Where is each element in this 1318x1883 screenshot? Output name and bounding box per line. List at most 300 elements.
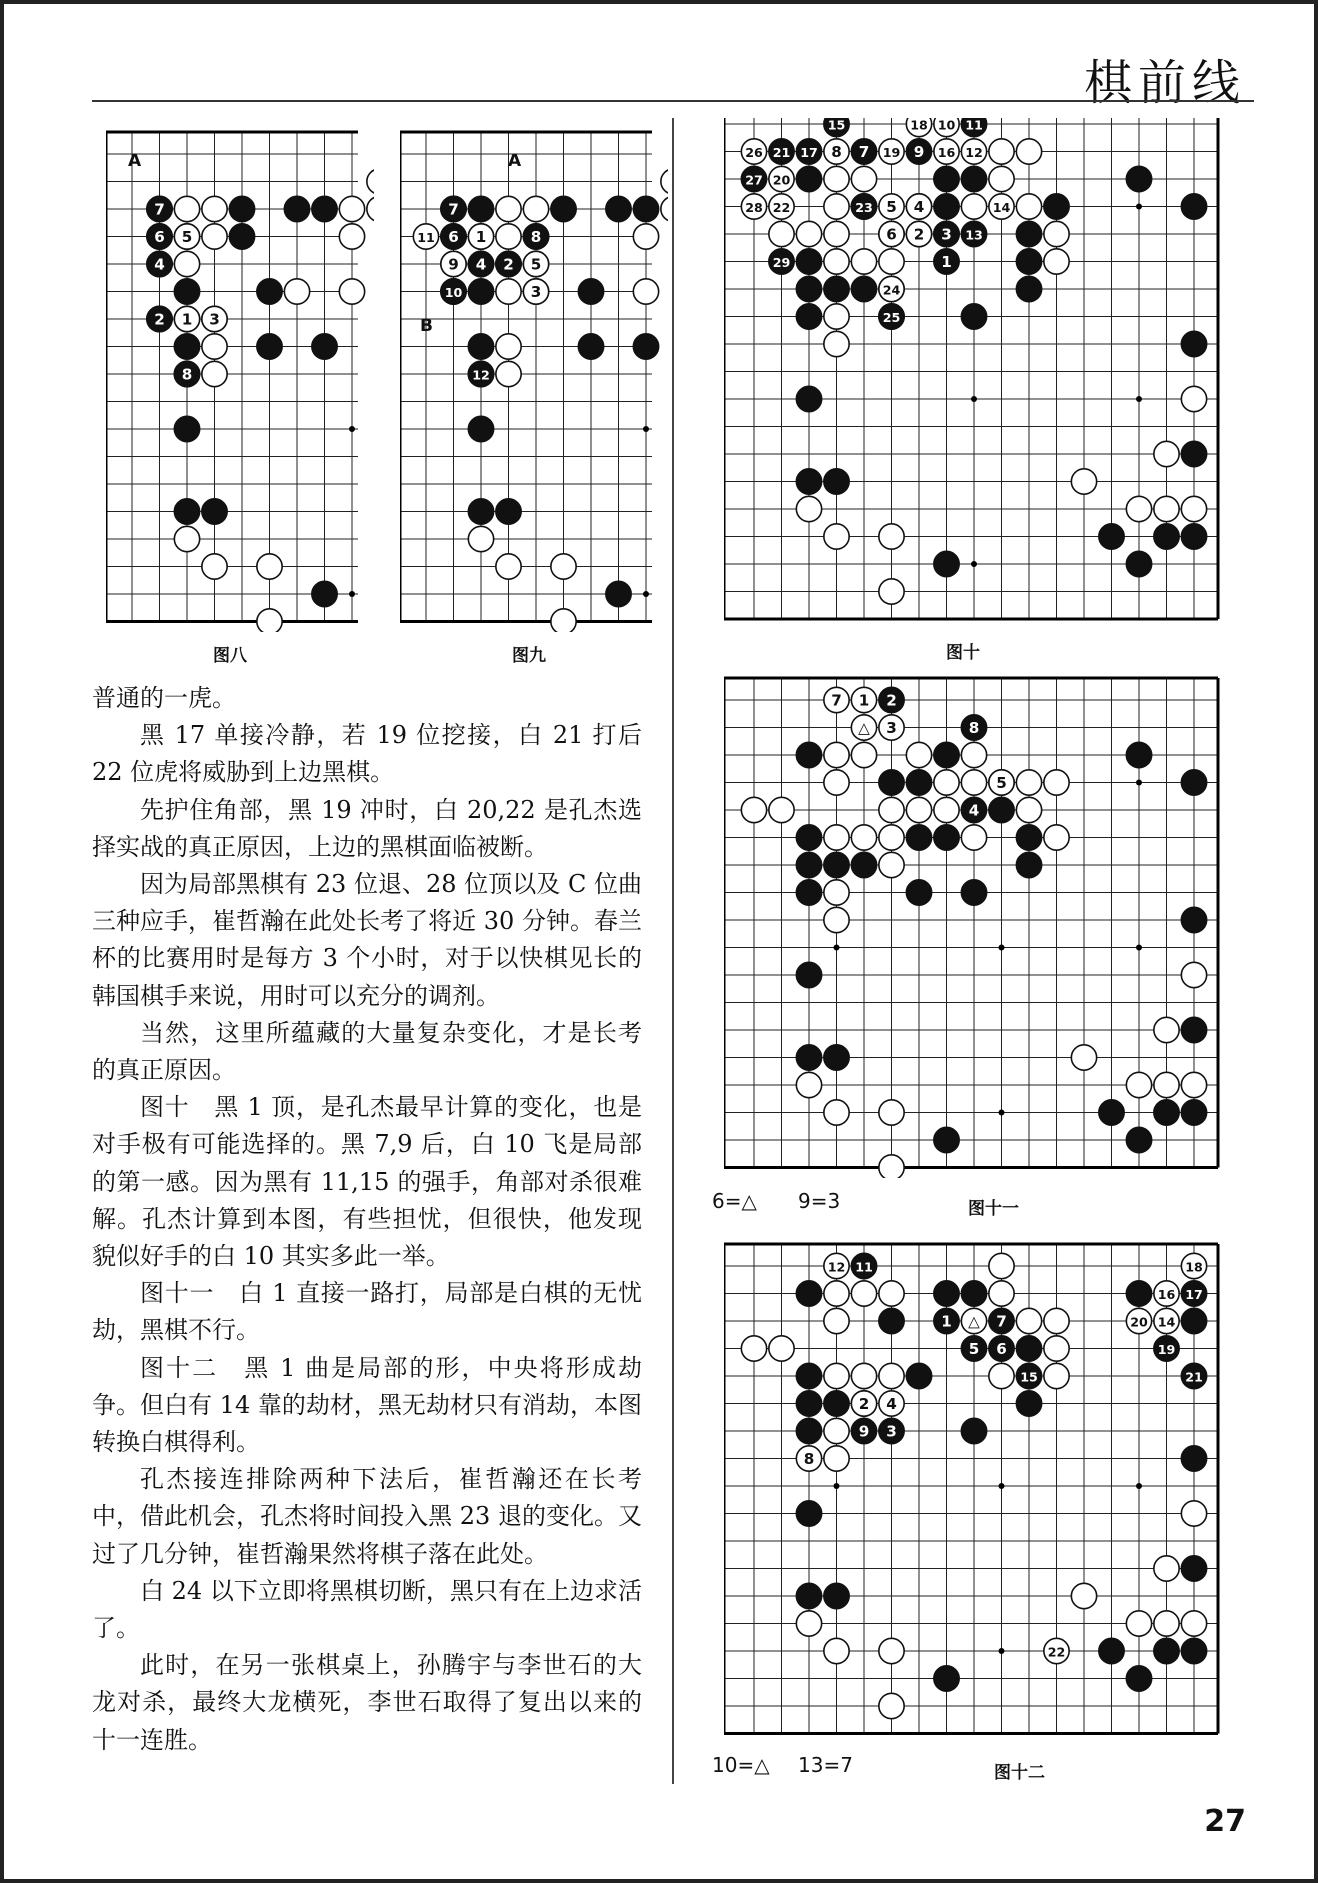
black-stone (1181, 907, 1206, 932)
fig8-caption: 图八 (213, 646, 247, 666)
white-stone (257, 554, 282, 579)
fig11-caption: 图十一 (968, 1199, 1019, 1219)
fig10-caption: 图十 (946, 643, 980, 663)
black-stone (824, 469, 849, 494)
black-stone (578, 334, 603, 359)
move-number: 4 (913, 197, 925, 216)
white-stone (339, 279, 364, 304)
fig11-note-left: 6=△ (712, 1189, 757, 1213)
black-stone (1016, 1336, 1041, 1361)
white-stone (1044, 221, 1069, 246)
black-stone (1099, 1638, 1124, 1663)
black-stone (796, 386, 821, 411)
black-stone (312, 334, 337, 359)
move-number: 8 (831, 142, 842, 161)
black-stone (796, 880, 821, 905)
white-stone (879, 1638, 904, 1663)
white-stone (1071, 1583, 1096, 1608)
black-stone (906, 825, 931, 850)
black-stone (174, 279, 199, 304)
black-stone (174, 416, 199, 441)
fig9-caption: 图九 (512, 646, 546, 666)
black-stone (1126, 166, 1151, 191)
white-stone (1071, 469, 1096, 494)
white-stone (1044, 825, 1069, 850)
black-stone (468, 279, 493, 304)
white-stone (174, 251, 199, 276)
move-number: 1 (475, 227, 487, 246)
black-stone (934, 825, 959, 850)
white-stone (741, 1336, 766, 1361)
white-stone (1071, 1045, 1096, 1070)
fig11-board (724, 676, 1226, 1178)
page-header-title: 棋前线 (1083, 55, 1246, 111)
black-stone (1016, 825, 1041, 850)
white-stone (468, 526, 493, 551)
white-stone (202, 196, 227, 221)
black-stone (1016, 249, 1041, 274)
white-stone (1181, 496, 1206, 521)
star-point (349, 591, 355, 597)
white-stone (851, 1363, 876, 1388)
white-stone (879, 852, 904, 877)
move-number: 2 (913, 225, 925, 244)
black-stone (633, 334, 658, 359)
black-stone (796, 1363, 821, 1388)
move-number: 1 (181, 310, 193, 329)
white-stone (1126, 496, 1151, 521)
move-number: 12 (472, 367, 490, 383)
star-point (971, 396, 977, 402)
black-stone (606, 196, 631, 221)
move-number: 1 (941, 252, 952, 271)
white-stone (367, 169, 374, 194)
black-stone (284, 196, 309, 221)
move-number: 5 (530, 255, 542, 274)
board-label: B (420, 316, 433, 336)
move-number: 17 (1185, 1286, 1203, 1302)
black-stone (961, 304, 986, 329)
white-stone (769, 1336, 794, 1361)
white-stone (796, 1072, 821, 1097)
white-stone (174, 196, 199, 221)
white-stone (824, 742, 849, 767)
white-stone (769, 797, 794, 822)
black-stone (1181, 1638, 1206, 1663)
black-stone (229, 196, 254, 221)
move-number: 6 (154, 227, 165, 246)
move-number: 3 (886, 718, 897, 737)
white-stone (1016, 797, 1041, 822)
move-number: 19 (882, 144, 901, 160)
move-number: 6 (448, 227, 459, 246)
fig9-board (400, 130, 668, 632)
move-number: 20 (1130, 1314, 1148, 1330)
white-stone (879, 825, 904, 850)
black-stone (934, 1281, 959, 1306)
white-stone (1044, 1336, 1069, 1361)
white-stone (1154, 496, 1179, 521)
paragraph: 黑 17 单接冷静，若 19 位挖接，白 21 打后 22 位虎将威胁到上边黑棋。 (92, 721, 642, 787)
white-stone (202, 224, 227, 249)
white-stone (1181, 1072, 1206, 1097)
star-point (834, 945, 840, 951)
white-stone (202, 334, 227, 359)
paragraph: 当然，这里所蕴藏的大量复杂变化，才是长考的真正原因。 (92, 1018, 642, 1085)
move-number: 11 (417, 229, 435, 245)
black-stone (796, 469, 821, 494)
white-stone (961, 825, 986, 850)
white-stone (1154, 1017, 1179, 1042)
black-stone (879, 770, 904, 795)
white-stone (824, 194, 849, 219)
black-stone (1099, 1100, 1124, 1125)
move-number: △ (968, 1312, 980, 1331)
star-point (999, 1483, 1005, 1489)
white-stone (257, 609, 282, 632)
black-stone (851, 276, 876, 301)
white-stone (339, 196, 364, 221)
move-number: 7 (448, 200, 459, 219)
white-stone (989, 1281, 1014, 1306)
white-stone (824, 1363, 849, 1388)
white-stone (1016, 139, 1041, 164)
paragraph: 孔杰接连排除两种下法后，崔哲瀚还在长考中，借此机会，孔杰将时间投入黑 23 退的变化。又过了几分钟，崔哲瀚果然将棋子落在此处。 (92, 1465, 642, 1568)
move-number: 4 (154, 255, 165, 274)
move-number: 2 (886, 691, 897, 710)
white-stone (879, 524, 904, 549)
black-stone (796, 166, 821, 191)
black-stone (1126, 1281, 1151, 1306)
black-stone (1181, 194, 1206, 219)
white-stone (1154, 1072, 1179, 1097)
white-stone (551, 554, 576, 579)
black-stone (1181, 1308, 1206, 1333)
move-number: 8 (530, 227, 542, 246)
move-number: 6 (996, 1339, 1007, 1358)
move-number: 18 (1185, 1259, 1203, 1275)
board-label: A (508, 151, 522, 171)
white-stone (1181, 962, 1206, 987)
paragraph: 图十 黑 1 顶，是孔杰最早计算的变化，也是对手极有可能选择的。黑 7,9 后，白 10 飞是局部的第一感。因为黑有 11,15 的强手，角部对杀很难解。孔杰计算到本图，有些担忧，但很快，他发现貌似好手的白 10 其实多此一举。 (92, 1093, 642, 1271)
white-stone (851, 825, 876, 850)
move-number: 3 (941, 225, 952, 244)
white-stone (367, 196, 374, 221)
black-stone (1181, 524, 1206, 549)
paragraph: 白 24 以下立即将黑棋切断，黑只有在上边求活了。 (92, 1576, 642, 1643)
white-stone (1181, 1501, 1206, 1526)
move-number: 9 (858, 1422, 870, 1441)
black-stone (1126, 551, 1151, 576)
white-stone (1154, 1556, 1179, 1581)
white-stone (824, 1418, 849, 1443)
move-number: 12 (965, 144, 983, 160)
white-stone (824, 1446, 849, 1471)
black-stone (468, 416, 493, 441)
black-stone (961, 166, 986, 191)
black-stone (906, 880, 931, 905)
black-stone (257, 334, 282, 359)
white-stone (496, 554, 521, 579)
black-stone (961, 1418, 986, 1443)
star-point (349, 426, 355, 432)
black-stone (1016, 1391, 1041, 1416)
star-point (1136, 396, 1142, 402)
move-number: 2 (154, 310, 165, 329)
black-stone (1154, 524, 1179, 549)
black-stone (1181, 331, 1206, 356)
move-number: 26 (745, 144, 763, 160)
move-number: 3 (209, 310, 220, 329)
black-stone (796, 304, 821, 329)
move-number: 14 (992, 199, 1011, 215)
black-stone (934, 1666, 959, 1691)
white-stone (879, 1363, 904, 1388)
white-stone (824, 1308, 849, 1333)
black-stone (934, 1127, 959, 1152)
white-stone (1154, 441, 1179, 466)
black-stone (851, 852, 876, 877)
black-stone (1044, 194, 1069, 219)
white-stone (879, 1281, 904, 1306)
move-number: 23 (855, 199, 873, 215)
move-number: 25 (882, 309, 901, 325)
black-stone (796, 962, 821, 987)
white-stone (496, 196, 521, 221)
white-stone (879, 797, 904, 822)
black-stone (934, 166, 959, 191)
white-stone (989, 1363, 1014, 1388)
white-stone (633, 279, 658, 304)
white-stone (496, 361, 521, 386)
star-point (971, 561, 977, 567)
move-number: 9 (913, 142, 925, 161)
white-stone (934, 770, 959, 795)
white-stone (796, 496, 821, 521)
move-number: 1 (858, 691, 870, 710)
black-stone (1154, 1100, 1179, 1125)
black-stone (1126, 1666, 1151, 1691)
white-stone (851, 166, 876, 191)
white-stone (824, 770, 849, 795)
white-stone (1126, 1611, 1151, 1636)
move-number: 4 (886, 1394, 897, 1413)
black-stone (174, 334, 199, 359)
white-stone (523, 196, 548, 221)
black-stone (1181, 1446, 1206, 1471)
move-number: 2 (503, 255, 514, 274)
move-number: 10 (937, 118, 956, 133)
white-stone (1044, 1308, 1069, 1333)
black-stone (468, 499, 493, 524)
black-stone (578, 279, 603, 304)
black-stone (257, 279, 282, 304)
white-stone (824, 524, 849, 549)
black-stone (229, 224, 254, 249)
white-stone (961, 194, 986, 219)
white-stone (796, 1611, 821, 1636)
black-stone (1016, 276, 1041, 301)
white-stone (879, 249, 904, 274)
black-stone (496, 499, 521, 524)
white-stone (851, 742, 876, 767)
move-number: 11 (855, 1259, 873, 1275)
move-number: 7 (831, 691, 842, 710)
white-stone (284, 279, 309, 304)
move-number: 21 (1185, 1369, 1203, 1385)
move-number: 7 (858, 142, 870, 161)
black-stone (202, 499, 227, 524)
black-stone (468, 334, 493, 359)
white-stone (1181, 1611, 1206, 1636)
move-number: 4 (475, 255, 487, 274)
move-number: 13 (965, 227, 983, 243)
white-stone (1016, 194, 1041, 219)
white-stone (1044, 1363, 1069, 1388)
fig11-note-right: 9=3 (798, 1189, 841, 1213)
move-number: 3 (886, 1422, 897, 1441)
black-stone (1016, 852, 1041, 877)
black-stone (796, 1583, 821, 1608)
move-number: 11 (965, 118, 983, 133)
move-number: 8 (181, 365, 193, 384)
move-number: 22 (772, 199, 791, 215)
move-number: 12 (827, 1259, 846, 1275)
black-stone (1181, 1556, 1206, 1581)
white-stone (796, 221, 821, 246)
column-divider (672, 118, 674, 1784)
black-stone (1154, 1638, 1179, 1663)
black-stone (796, 825, 821, 850)
star-point (1136, 780, 1142, 786)
white-stone (879, 579, 904, 604)
black-stone (796, 1418, 821, 1443)
paragraph: 普通的一虎。 (92, 684, 236, 712)
star-point (1136, 945, 1142, 951)
move-number: 17 (800, 144, 818, 160)
white-stone (339, 224, 364, 249)
white-stone (1154, 1611, 1179, 1636)
white-stone (824, 825, 849, 850)
white-stone (496, 224, 521, 249)
move-number: 5 (968, 1339, 980, 1358)
star-point (643, 426, 649, 432)
white-stone (1181, 386, 1206, 411)
move-number: 24 (882, 282, 901, 298)
white-stone (934, 797, 959, 822)
white-stone (202, 554, 227, 579)
fig12-board (724, 1242, 1226, 1738)
black-stone (468, 196, 493, 221)
white-stone (906, 797, 931, 822)
black-stone (796, 249, 821, 274)
move-number: 6 (886, 225, 897, 244)
move-number: 1 (941, 1312, 952, 1331)
white-stone (824, 304, 849, 329)
star-point (999, 1648, 1005, 1654)
move-number: 5 (996, 773, 1007, 792)
paragraph: 先护住角部，黑 19 冲时，白 20,22 是孔杰选择实战的真正原因，上边的黑棋面临被断。 (92, 795, 642, 861)
white-stone (1016, 770, 1041, 795)
black-stone (1181, 1100, 1206, 1125)
black-stone (796, 852, 821, 877)
black-stone (796, 276, 821, 301)
black-stone (906, 770, 931, 795)
fig12-note-left: 10=△ (712, 1753, 770, 1777)
move-number: 9 (448, 255, 459, 274)
black-stone (934, 194, 959, 219)
black-stone (796, 1501, 821, 1526)
white-stone (1126, 1072, 1151, 1097)
white-stone (824, 880, 849, 905)
black-stone (961, 1281, 986, 1306)
white-stone (851, 1281, 876, 1306)
white-stone (989, 139, 1014, 164)
black-stone (312, 196, 337, 221)
white-stone (824, 1638, 849, 1663)
paragraph: 图十一 白 1 直接一路打，局部是白棋的无忧劫，黑棋不行。 (92, 1279, 642, 1345)
star-point (643, 591, 649, 597)
black-stone (934, 551, 959, 576)
white-stone (961, 770, 986, 795)
black-stone (824, 1045, 849, 1070)
move-number: 19 (1157, 1341, 1176, 1357)
white-stone (989, 1253, 1014, 1278)
paragraph: 此时，在另一张棋桌上，孙腾宇与李世石的大龙对杀，最终大龙横死，李世石取得了复出以来的十一连胜。 (92, 1651, 642, 1754)
move-number: 27 (745, 172, 763, 188)
white-stone (824, 1281, 849, 1306)
black-stone (796, 1045, 821, 1070)
black-stone (1099, 524, 1124, 549)
black-stone (1016, 221, 1041, 246)
move-number: 18 (910, 118, 928, 133)
white-stone (824, 907, 849, 932)
black-stone (633, 196, 658, 221)
white-stone (879, 1693, 904, 1718)
white-stone (741, 797, 766, 822)
white-stone (824, 221, 849, 246)
move-number: 14 (1157, 1314, 1176, 1330)
move-number: 16 (1157, 1286, 1176, 1302)
white-stone (661, 169, 668, 194)
white-stone (1044, 770, 1069, 795)
article-body (92, 680, 642, 1759)
star-point (834, 1483, 840, 1489)
board-label: A (128, 151, 142, 171)
white-stone (1044, 249, 1069, 274)
fig12-caption: 图十二 (994, 1763, 1045, 1783)
page-number: 27 (1204, 1804, 1246, 1839)
white-stone (906, 742, 931, 767)
star-point (999, 1110, 1005, 1116)
white-stone (496, 279, 521, 304)
header-rule (92, 100, 1254, 102)
white-stone (961, 742, 986, 767)
black-stone (1181, 1017, 1206, 1042)
white-stone (769, 221, 794, 246)
white-stone (824, 166, 849, 191)
black-stone (989, 797, 1014, 822)
white-stone (633, 224, 658, 249)
black-stone (824, 1391, 849, 1416)
move-number: 4 (968, 801, 980, 820)
move-number: 7 (996, 1312, 1007, 1331)
move-number: 21 (772, 144, 791, 160)
move-number: 8 (968, 718, 980, 737)
star-point (1136, 1483, 1142, 1489)
black-stone (879, 1308, 904, 1333)
white-stone (824, 331, 849, 356)
